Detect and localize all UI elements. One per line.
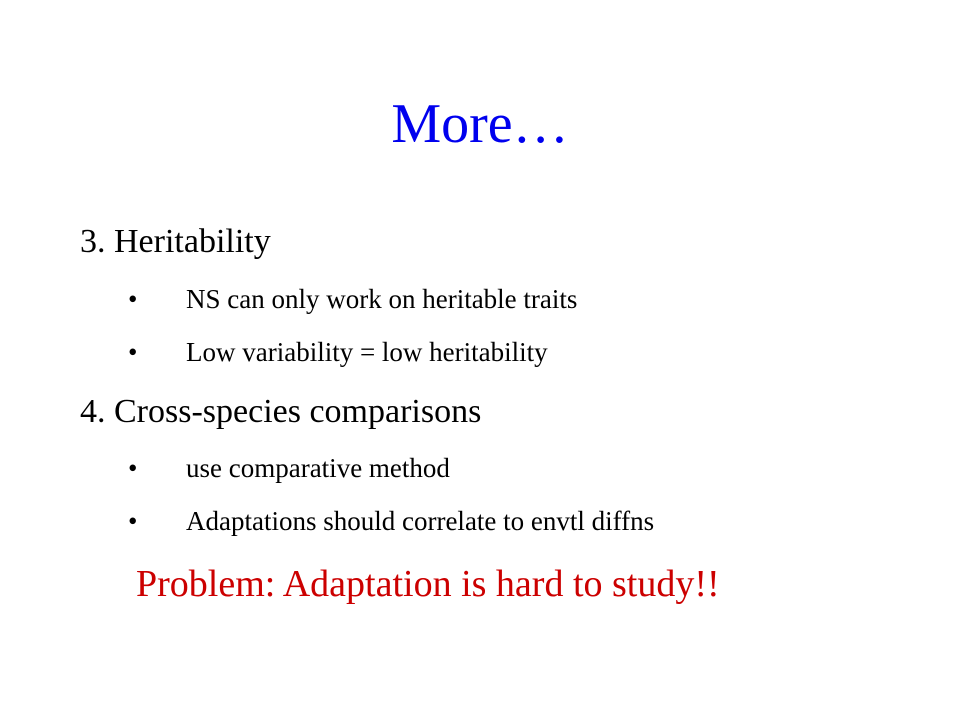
slide-title: More… xyxy=(391,93,569,155)
bullet-text: Low variability = low heritability xyxy=(186,337,548,367)
bullet-dot-icon: • xyxy=(128,506,138,536)
bullet-text: Adaptations should correlate to envtl diffns xyxy=(186,506,655,536)
section-heading-heritability: 3. Heritability xyxy=(80,223,271,260)
bullet-dot-icon: • xyxy=(128,453,138,483)
bullet-dot-icon: • xyxy=(128,284,138,314)
bullet-text: NS can only work on heritable traits xyxy=(186,284,578,314)
bullet-dot-icon: • xyxy=(128,337,138,367)
problem-statement: Problem: Adaptation is hard to study!! xyxy=(136,563,720,605)
bullet-text: use comparative method xyxy=(186,453,450,483)
section-heading-cross-species: 4. Cross-species comparisons xyxy=(80,393,482,430)
